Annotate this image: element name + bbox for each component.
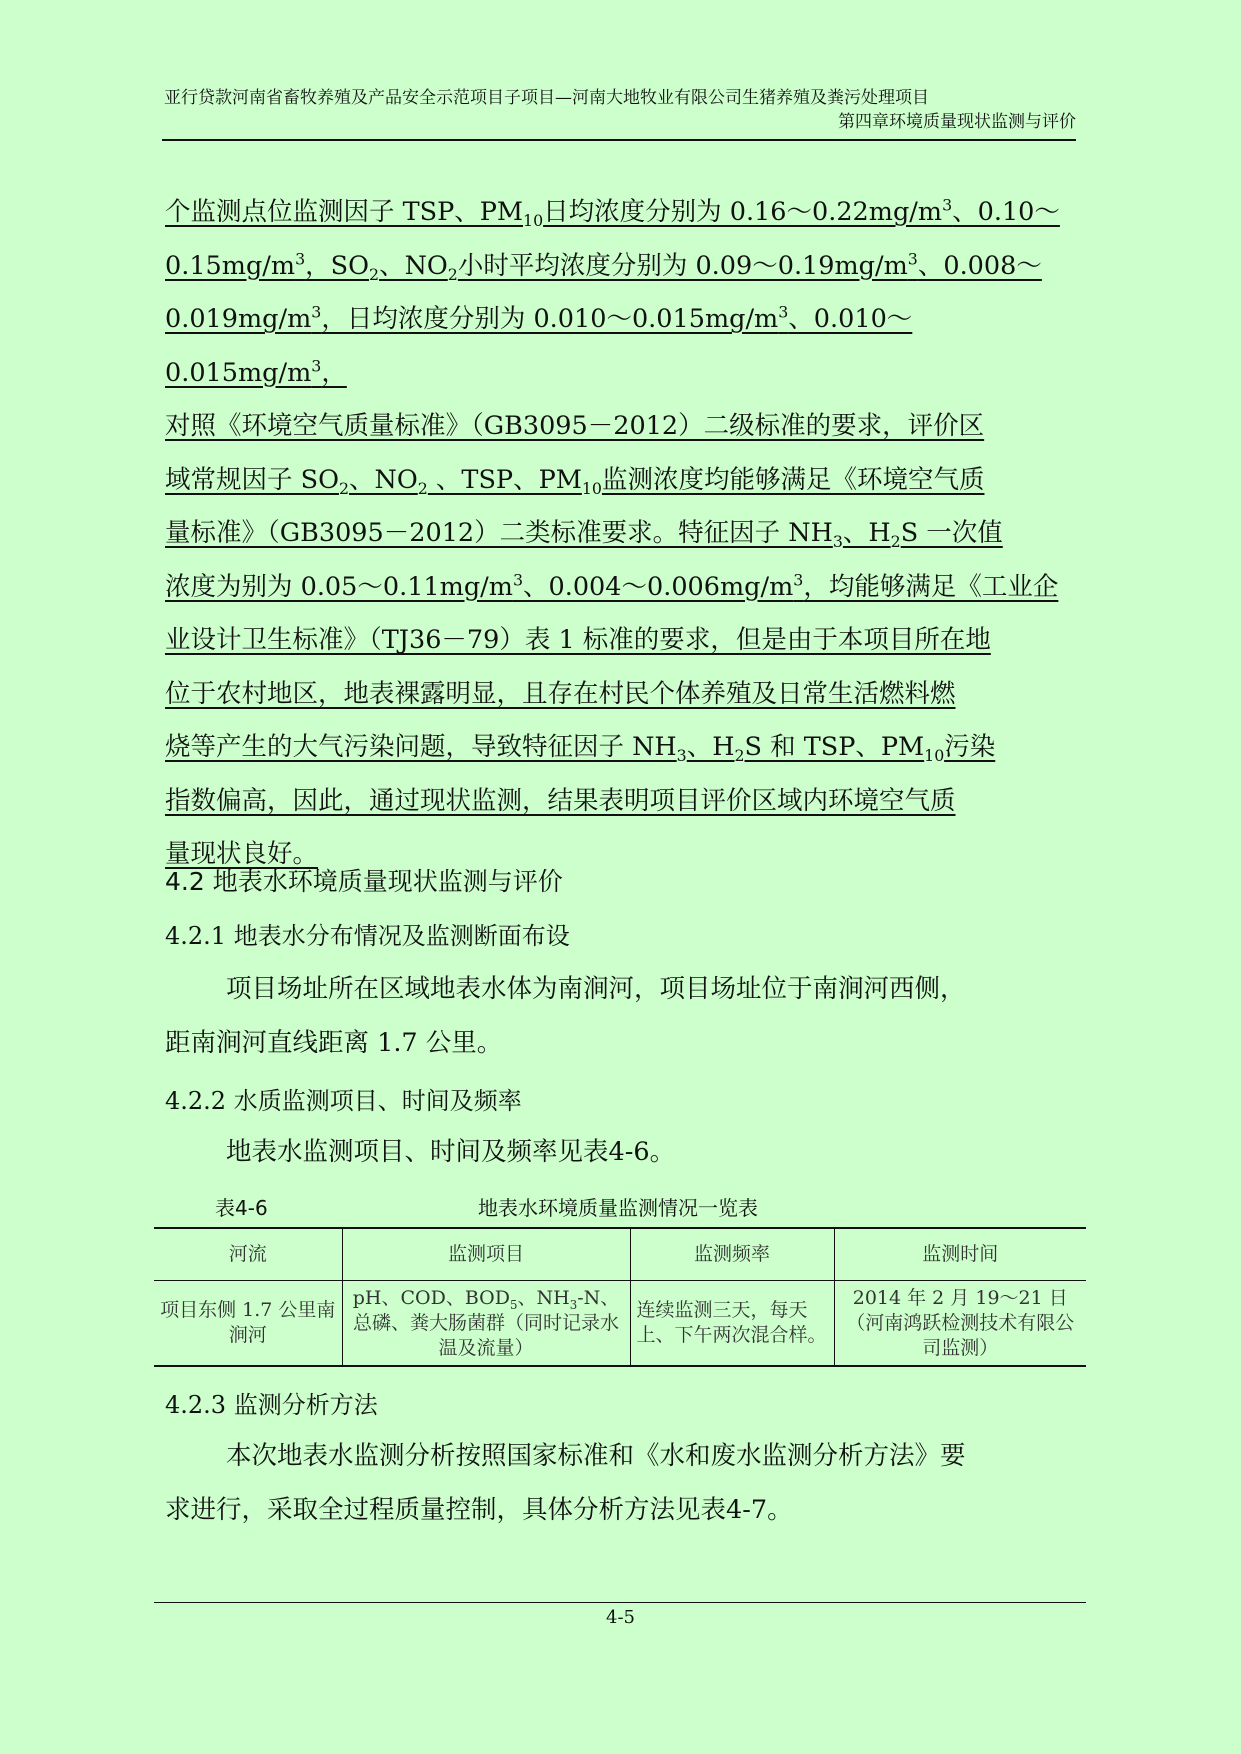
table-number: 表4-6 bbox=[215, 1196, 268, 1220]
cell-frequency: 连续监测三天，每天上、下午两次混合样。 bbox=[630, 1281, 834, 1367]
summary-line: $0.019mg/m^3$，日均浓度分别为 $0.010\sim 0.015mg/m^3$、$0.010\sim 0.015mg/m^3$， bbox=[165, 302, 913, 388]
cell-river: 项目东侧 1.7 公里南涧河 bbox=[154, 1281, 342, 1367]
paragraph-4-2-2 bbox=[165, 1126, 1075, 1180]
header-project-title: 亚行贷款河南省畜牧养殖及产品安全示范项目子项目—河南大地牧业有限公司生猪养殖及粪污处理项目 bbox=[164, 88, 929, 108]
air-quality-summary bbox=[165, 186, 1075, 882]
page-header bbox=[164, 86, 1076, 134]
table-header-cell: 监测频率 bbox=[630, 1228, 834, 1281]
summary-line: 浓度为别为 $0.05\sim 0.11mg/m^3$、$0.004\sim 0.006mg/m^3$，均能够满足《工业企 bbox=[165, 570, 1059, 602]
summary-line: 量标准》（GB3095－2012）二类标准要求。特征因子 $NH_3$、$H_2S$ 一次值 bbox=[165, 518, 1003, 552]
section-heading-4-2-3: 4.2.3 监测分析方法 bbox=[165, 1391, 378, 1419]
paragraph-line: 项目场址所在区域地表水体为南涧河，项目场址位于南涧河西侧， bbox=[226, 974, 966, 1004]
table-header-cell: 河流 bbox=[154, 1228, 342, 1281]
paragraph-line: 本次地表水监测分析按照国家标准和《水和废水监测分析方法》要 bbox=[226, 1441, 966, 1471]
table-header-cell: 监测时间 bbox=[834, 1228, 1086, 1281]
summary-line: 位于农村地区，地表裸露明显，且存在村民个体养殖及日常生活燃料燃 bbox=[165, 678, 956, 709]
summary-line: 个监测点位监测因子 TSP、$PM_{10}$日均浓度分别为 $0.16\sim 0.22mg/m^3$、0.10～ bbox=[165, 195, 1060, 231]
paragraph-line: 距南涧河直线距离 1.7 公里。 bbox=[165, 1027, 503, 1058]
header-rule bbox=[162, 139, 1076, 141]
summary-line: 指数偏高，因此，通过现状监测，结果表明项目评价区域内环境空气质 bbox=[165, 785, 956, 816]
section-heading-4-2-2: 4.2.2 水质监测项目、时间及频率 bbox=[165, 1087, 522, 1115]
cell-monitoring-items: pH、COD、$BOD_5$、$NH_3-N$、总磷、粪大肠菌群（同时记录水温及流量） bbox=[342, 1281, 630, 1367]
page-number: 4-5 bbox=[606, 1607, 635, 1628]
cell-monitoring-time: 2014 年 2 月 19～21 日 （河南鸿跃检测技术有限公司监测） bbox=[834, 1281, 1086, 1367]
summary-line: 量现状良好。 bbox=[165, 839, 319, 869]
surface-water-monitoring-table bbox=[154, 1227, 1086, 1367]
table-title: 地表水环境质量监测情况一览表 bbox=[478, 1196, 758, 1220]
paragraph-line: 求进行，采取全过程质量控制，具体分析方法见表4-7。 bbox=[165, 1494, 793, 1525]
paragraph-line: 地表水监测项目、时间及频率见表4-6。 bbox=[226, 1137, 676, 1167]
summary-line: $0.15mg/m^3$，$SO_2$、$NO_2$小时平均浓度分别为 $0.09\sim 0.19mg/m^3$、0.008～ bbox=[165, 249, 1042, 284]
table-header-row bbox=[154, 1228, 1086, 1281]
summary-line: 烧等产生的大气污染问题，导致特征因子 $NH_3$、$H_2S$ 和 TSP、$PM_{10}$污染 bbox=[165, 732, 996, 766]
summary-line: 对照《环境空气质量标准》（GB3095－2012）二级标准的要求，评价区 bbox=[165, 411, 985, 441]
summary-line: 域常规因子 $SO_2$、$NO_2$ 、TSP、$PM_{10}$监测浓度均能够满足《环境空气质 bbox=[165, 464, 985, 498]
table-header-cell: 监测项目 bbox=[342, 1228, 630, 1281]
section-heading-4-2: 4.2 地表水环境质量现状监测与评价 bbox=[165, 867, 563, 896]
paragraph-4-2-1 bbox=[165, 963, 1075, 1070]
paragraph-4-2-3 bbox=[165, 1430, 1075, 1537]
footer-rule bbox=[154, 1602, 1086, 1603]
header-chapter-title: 第四章环境质量现状监测与评价 bbox=[838, 112, 1076, 132]
table-row bbox=[154, 1281, 1086, 1367]
section-heading-4-2-1: 4.2.1 地表水分布情况及监测断面布设 bbox=[165, 922, 570, 950]
summary-line: 业设计卫生标准》（TJ36－79）表 1 标准的要求，但是由于本项目所在地 bbox=[165, 625, 991, 655]
